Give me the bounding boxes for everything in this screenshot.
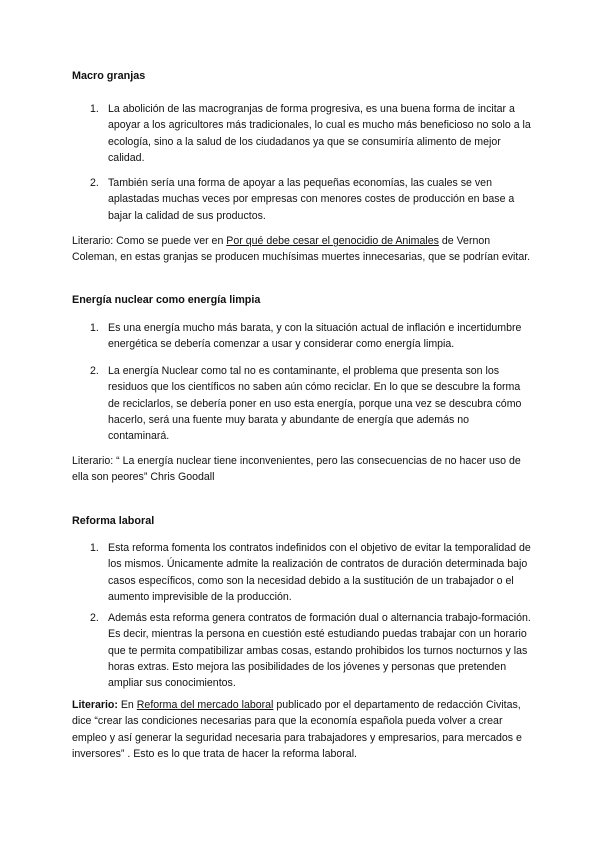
list-number: 2. [90, 612, 99, 624]
list-number: 2. [90, 177, 99, 189]
literario-paragraph [72, 697, 532, 762]
list-text: La abolición de las macrogranjas de forma progresiva, es una buena forma de incitar a apoyar a los agricultores más tradicionales, lo cual es mucho más beneficioso no solo a la ecología, sino a la salud de los ciudadanos ya que se consumiría alimento de mejor calidad. [108, 103, 531, 164]
list-text: Además esta reforma genera contratos de formación dual o alternancia trabajo-formación. Es decir, mientras la persona en cuestión esté estudiando puedas trabajar con un horario que te permita compatibilizar ambas cosas, estando prohibidos los turnos nocturnos y las horas extras. Esto mejora las posibilidades de los jóvenes y personas que pretenden ampliar sus conocimientos. [108, 612, 531, 690]
list-text: Es una energía mucho más barata, y con la situación actual de inflación e incertidumbre energética se debería comenzar a usar y considerar como energía limpia. [108, 322, 522, 351]
list-text: Esta reforma fomenta los contratos indefinidos con el objetivo de evitar la temporalidad de los mismos. Únicamente admite la realización de contratos de duración determinada bajo casos específicos, como son la necesidad debido a la sustitución de un trabajador o el aumento imprevisible de la producción. [108, 542, 531, 603]
literario-paragraph [72, 233, 532, 266]
list-text: También sería una forma de apoyar a las pequeñas economías, las cuales se ven aplastadas muchas veces por empresas con menores costes de producción en base a bajar la calidad de sus productos. [108, 177, 515, 222]
book-link[interactable]: Por qué debe cesar el genocidio de Animales [226, 235, 439, 247]
literario-quote: Literario: “ La energía nuclear tiene inconvenientes, pero las consecuencias de no hacer uso de ella son peores” Chris Goodall [72, 455, 521, 484]
literario-prefix: Literario: Como se puede ver en [72, 235, 227, 247]
literario-label: Literario: [72, 699, 118, 711]
section-heading-macro-granjas: Macro granjas [72, 70, 146, 82]
literario-prefix: En [117, 699, 137, 711]
literario-suffix: de Vernon Coleman, en estas granjas se producen muchísimas muertes innecesarias, que se podrían evitar. [72, 235, 531, 264]
section-heading-energia-nuclear: Energía nuclear como energía limpia [72, 294, 261, 306]
literario-suffix: publicado por el departamento de redacción Civitas, dice “crear las condiciones necesarias para que la economía española pueda volver a crear empleo y así generar la seguridad necesaria para trabajadores y empresarios, para mercados e inversores” . Esto es lo que trata de hacer la reforma laboral. [72, 699, 522, 760]
list-number: 2. [90, 365, 99, 377]
list-text: La energía Nuclear como tal no es contaminante, el problema que presenta son los residuos que los científicos no saben aún cómo reciclar. En lo que se descubre la forma de reciclarlos, se debería poner en uso esta energía, porque una vez se descubra cómo hacerlo, será una fuente muy barata y abundante de energía que además no contaminará. [108, 365, 522, 443]
article-link[interactable]: Reforma del mercado laboral [136, 699, 274, 711]
list-number: 1. [90, 322, 99, 334]
list-number: 1. [90, 542, 99, 554]
section-heading-reforma-laboral: Reforma laboral [72, 515, 155, 527]
list-number: 1. [90, 103, 99, 115]
